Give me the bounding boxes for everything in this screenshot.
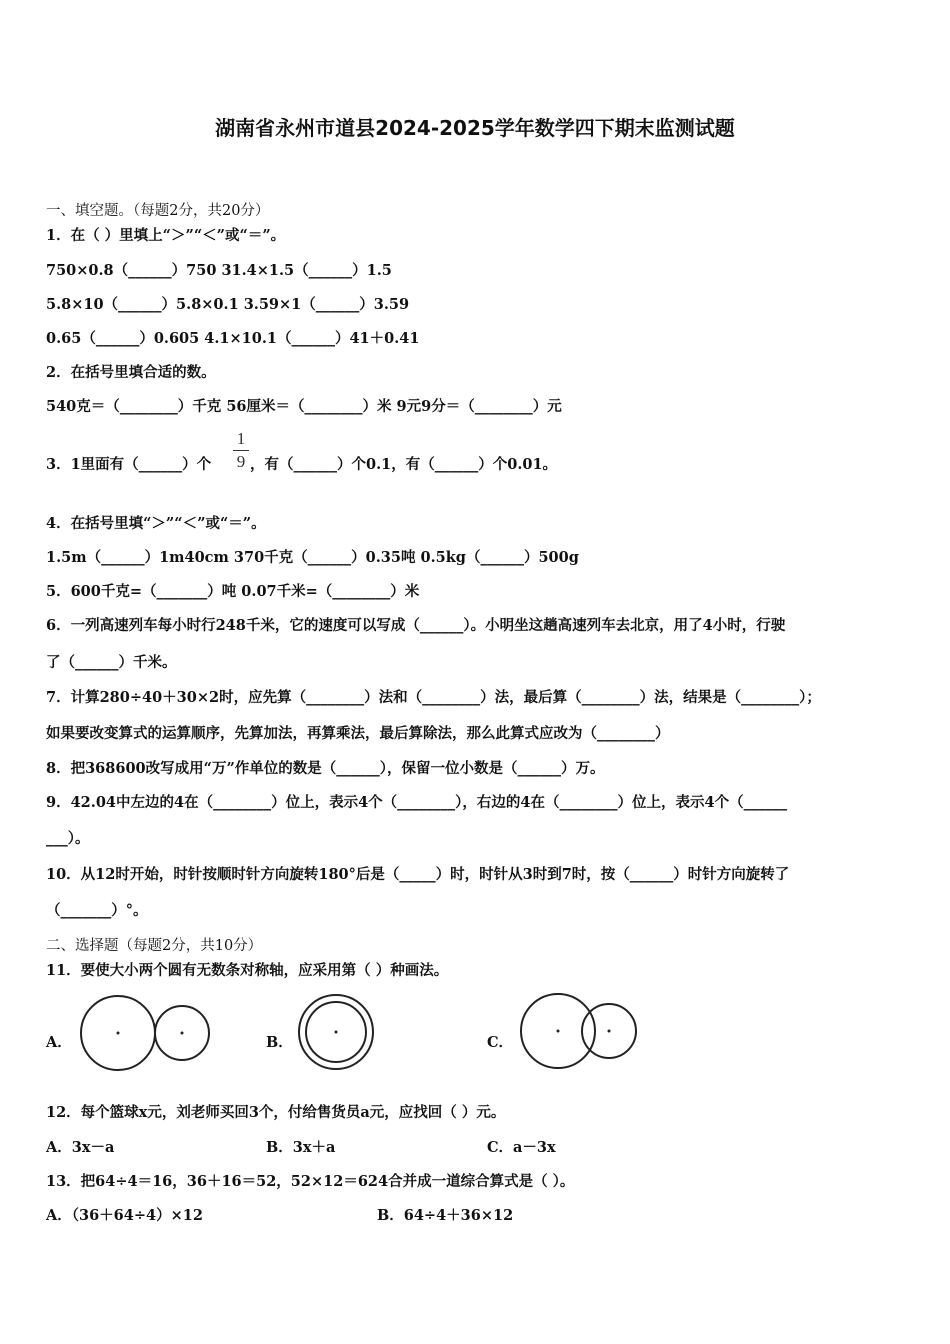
large-circle-center bbox=[117, 1032, 120, 1035]
section2-heading: 二、选择题（每题2分，共10分） bbox=[46, 938, 263, 954]
q1-stem: 1．在（ ）里填上“＞”“＜”或“＝”。 bbox=[46, 227, 286, 244]
q4-stem: 4．在括号里填“＞”“＜”或“＝”。 bbox=[46, 515, 266, 532]
small-circle-center bbox=[181, 1032, 184, 1035]
fraction-numerator: 1 bbox=[236, 429, 246, 448]
fraction-denominator: 9 bbox=[236, 452, 246, 471]
fraction-bar bbox=[233, 450, 249, 451]
q7-line1: 7．计算280÷40＋30×2时，应先算（________）法和（________）法，最后算（________）法，结果是（________）； bbox=[46, 689, 821, 706]
q3-part2: ，有（______）个0.1，有（______）个0.01。 bbox=[250, 456, 558, 473]
shared-center bbox=[335, 1031, 338, 1034]
q13-option-b: B．64÷4＋36×12 bbox=[377, 1207, 514, 1224]
q13-option-a: A．（36＋64÷4）×12 bbox=[46, 1207, 203, 1224]
q1-row3: 0.65（______）0.605 4.1×10.1（______）41＋0.41 bbox=[46, 330, 420, 347]
fraction-one-ninth bbox=[233, 430, 249, 471]
large-circle-center bbox=[557, 1030, 560, 1033]
q9-line2: ___）。 bbox=[46, 830, 90, 847]
q10-line1: 10．从12时开始，时针按顺时针方向旋转180°后是（_____）时，时针从3时到7时，按（______）时针方向旋转了 bbox=[46, 866, 790, 883]
q11-option-b-figure bbox=[294, 990, 380, 1076]
q3-part1: 3．1里面有（______）个 bbox=[46, 456, 212, 473]
q11-option-c-figure bbox=[518, 990, 643, 1076]
q9-line1: 9．42.04中左边的4在（________）位上，表示4个（________），右边的4在（________）位上，表示4个（______ bbox=[46, 794, 788, 811]
q13-stem: 13．把64÷4＝16，36＋16＝52，52×12＝624合并成一道综合算式是（ ）。 bbox=[46, 1173, 575, 1190]
q10-line2: （_______）°。 bbox=[46, 902, 148, 919]
q1-row2: 5.8×10（______）5.8×0.1 3.59×1（______）3.59 bbox=[46, 296, 410, 313]
q11-option-c-label: C． bbox=[487, 1034, 514, 1051]
q8-text: 8．把368600改写成用“万”作单位的数是（______），保留一位小数是（______）万。 bbox=[46, 760, 605, 777]
q7-line2: 如果要改变算式的运算顺序，先算加法，再算乘法，最后算除法，那么此算式应改为（________） bbox=[46, 725, 670, 742]
section1-heading: 一、填空题。（每题2分，共20分） bbox=[46, 203, 270, 219]
q6-line1: 6．一列高速列车每小时行248千米，它的速度可以写成（______）。小明坐这趟高速列车去北京，用了4小时，行驶 bbox=[46, 617, 786, 634]
q2-stem: 2．在括号里填合适的数。 bbox=[46, 364, 216, 381]
q12-option-b: B．3x＋a bbox=[266, 1139, 336, 1156]
q1-row1: 750×0.8（______）750 31.4×1.5（______）1.5 bbox=[46, 262, 392, 279]
q5-text: 5．600千克=（_______）吨 0.07千米=（________）米 bbox=[46, 583, 420, 600]
page-title: 湖南省永州市道县2024-2025学年数学四下期末监测试题 bbox=[215, 116, 735, 140]
q12-option-a: A．3x－a bbox=[46, 1139, 115, 1156]
q11-option-a-label: A． bbox=[46, 1034, 72, 1051]
small-circle-center bbox=[608, 1030, 611, 1033]
q12-stem: 12．每个篮球x元，刘老师买回3个，付给售货员a元，应找回（ ）元。 bbox=[46, 1104, 506, 1121]
q12-option-c: C．a－3x bbox=[487, 1139, 556, 1156]
q11-option-a-figure bbox=[78, 990, 213, 1076]
q11-stem: 11．要使大小两个圆有无数条对称轴，应采用第（ ）种画法。 bbox=[46, 962, 449, 979]
q4-row1: 1.5m（______）1m40cm 370千克（______）0.35吨 0.5kg（______）500g bbox=[46, 549, 579, 566]
q2-row1: 540克＝（________）千克 56厘米＝（________）米 9元9分＝（________）元 bbox=[46, 398, 562, 415]
q11-option-b-label: B． bbox=[266, 1034, 293, 1051]
q6-line2: 了（______）千米。 bbox=[46, 654, 177, 671]
